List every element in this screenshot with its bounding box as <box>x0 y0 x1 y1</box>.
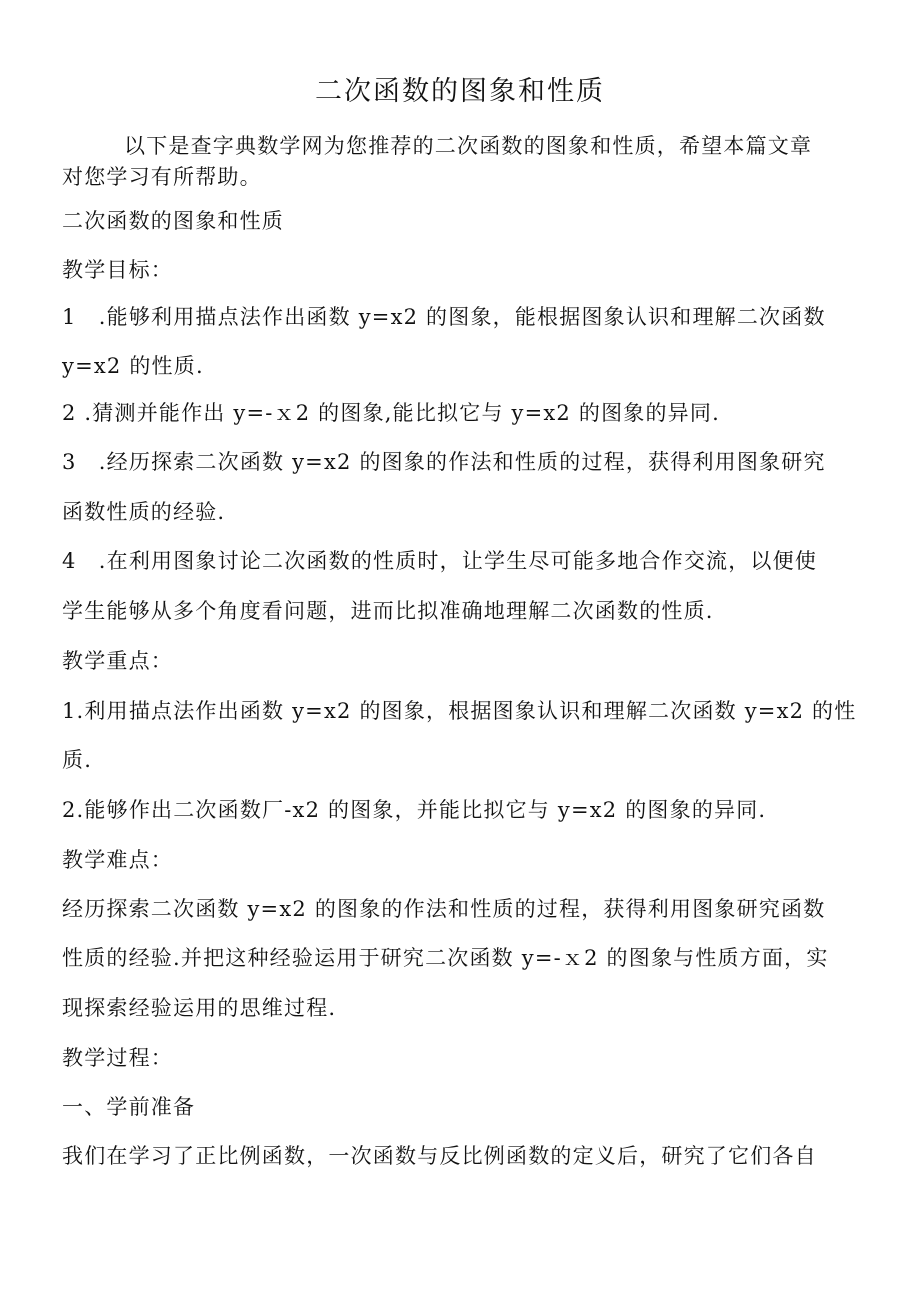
goal-4-line-2: 学生能够从多个角度看问题，进而比拟准确地理解二次函数的性质. <box>62 599 714 623</box>
goal-1-line-1: 1 .能够利用描点法作出函数 y=x2 的图象，能根据图象认识和理解二次函数 <box>62 305 826 329</box>
goal-1-line-2: y=x2 的性质. <box>62 354 204 378</box>
goal-2: 2 .猜测并能作出 y=-ｘ2 的图象,能比拟它与 y=x2 的图象的异同. <box>62 401 720 425</box>
difficulty-line-1: 经历探索二次函数 y=x2 的图象的作法和性质的过程，获得利用图象研究函数 <box>62 897 826 921</box>
difficulty-line-3: 现探索经验运用的思维过程. <box>62 996 337 1020</box>
intro-line-2: 对您学习有所帮助。 <box>62 165 262 189</box>
process-heading: 教学过程： <box>62 1046 173 1070</box>
key-points-heading: 教学重点： <box>62 649 173 673</box>
goals-heading: 教学目标： <box>62 258 173 282</box>
key-point-2: 2.能够作出二次函数厂-x2 的图象，并能比拟它与 y=x2 的图象的异同. <box>62 798 767 822</box>
document-title: 二次函数的图象和性质 <box>315 76 605 107</box>
goal-3-line-1: 3 .经历探索二次函数 y=x2 的图象的作法和性质的过程，获得利用图象研究 <box>62 450 826 474</box>
difficulty-heading: 教学难点： <box>62 848 173 872</box>
goal-3-line-2: 函数性质的经验. <box>62 500 226 524</box>
key-point-1-line-2: 质. <box>62 748 93 772</box>
difficulty-line-2: 性质的经验.并把这种经验运用于研究二次函数 y=-ｘ2 的图象与性质方面，实 <box>62 946 829 970</box>
intro-line-1: 以下是查字典数学网为您推荐的二次函数的图象和性质，希望本篇文章 <box>124 134 813 158</box>
subtitle: 二次函数的图象和性质 <box>62 209 284 233</box>
goal-4-line-1: 4 .在利用图象讨论二次函数的性质时，让学生尽可能多地合作交流，以便使 <box>62 549 818 573</box>
key-point-1-line-1: 1.利用描点法作出函数 y=x2 的图象，根据图象认识和理解二次函数 y=x2 的性 <box>62 699 857 723</box>
preparation-heading: 一、学前准备 <box>62 1095 196 1119</box>
preparation-line-1: 我们在学习了正比例函数，一次函数与反比例函数的定义后，研究了它们各自 <box>62 1144 817 1168</box>
